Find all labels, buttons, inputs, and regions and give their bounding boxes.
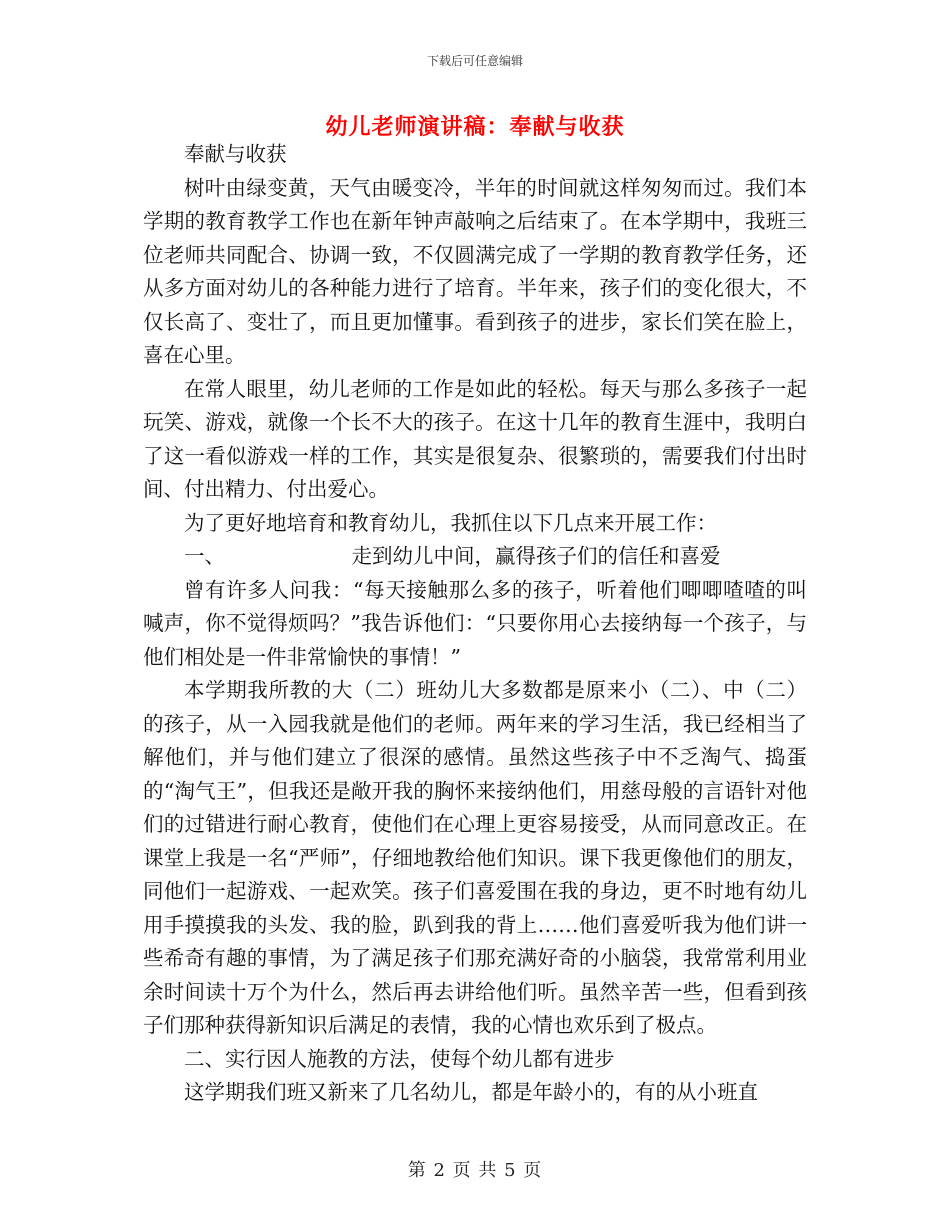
body-paragraph: 这学期我们班又新来了几名幼儿，都是年龄小的，有的从小班直 — [184, 1080, 758, 1104]
body-paragraph: 树叶由绿变黄，天气由暖变冷，半年的时间就这样匆匆而过。我们本学期的教育教学工作也在新年钟声敲响之后结束了。在本学期中，我班三位老师共同配合、协调一致，不仅圆满完成了一学期的教育教学任务，还从多方面对幼儿的各种能力进行了培育。半年来，孩子们的变化很大，不仅长高了、变壮了，而且更加懂事。看到孩子的进步，家长们笑在脸上，喜在心里。 — [143, 175, 807, 367]
section-heading-1: 一、 走到幼儿中间，赢得孩子们的信任和喜爱 — [184, 544, 721, 568]
section-heading-2: 二、实行因人施教的方法，使每个幼儿都有进步 — [184, 1046, 615, 1071]
body-paragraph: 为了更好地培育和教育幼儿，我抓住以下几点来开展工作： — [184, 510, 717, 535]
body-paragraph: 在常人眼里，幼儿老师的工作是如此的轻松。每天与那么多孩子一起玩笑、游戏，就像一个长不大的孩子。在这十几年的教育生涯中，我明白了这一看似游戏一样的工作，其实是很复杂、很繁琐的，需要我们付出时间、付出精力、付出爱心。 — [143, 376, 807, 501]
page-number-footer: 第 2 页 共 5 页 — [407, 1160, 543, 1181]
body-paragraph: 本学期我所教的大（二）班幼儿大多数都是原来小（二）、中（二）的孩子，从一入园我就是他们的老师。两年来的学习生活，我已经相当了解他们，并与他们建立了很深的感情。虽然这些孩子中不乏淘气、捣蛋的“淘气王”，但我还是敞开我的胸怀来接纳他们，用慈母般的言语针对他们的过错进行耐心教育，使他们在心理上更容易接受，从而同意改正。在课堂上我是一名“严师”，仔细地教给他们知识。课下我更像他们的朋友，同他们一起游戏、一起欢笑。孩子们喜爱围在我的身边，更不时地有幼儿用手摸摸我的头发、我的脸，趴到我的背上……他们喜爱听我为他们讲一些希奇有趣的事情，为了满足孩子们那充满好奇的小脑袋，我常常利用业余时间读十万个为什么，然后再去讲给他们听。虽然辛苦一些，但看到孩子们那种获得新知识后满足的表情，我的心情也欢乐到了极点。 — [143, 678, 807, 1037]
body-paragraph: 曾有许多人问我：“每天接触那么多的孩子，听着他们唧唧喳喳的叫喊声，你不觉得烦吗？”我告诉他们：“只要你用心去接纳每一个孩子，与他们相处是一件非常愉快的事情！” — [143, 577, 807, 669]
header-note: 下载后可任意编辑 — [426, 54, 523, 68]
subtitle-paragraph: 奉献与收获 — [184, 142, 287, 166]
document-title: 幼儿老师演讲稿：奉献与收获 — [325, 115, 625, 140]
document-body — [143, 138, 807, 1110]
